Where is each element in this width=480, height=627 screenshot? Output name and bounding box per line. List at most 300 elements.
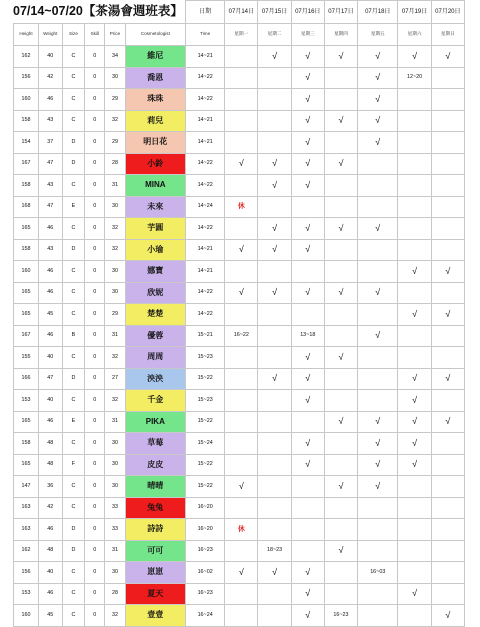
- skill-cell: 0: [85, 347, 105, 369]
- size-cell: C: [62, 562, 85, 584]
- size-cell: F: [62, 454, 85, 476]
- skill-cell: 0: [85, 218, 105, 240]
- shift-cell: 休: [225, 519, 258, 541]
- weight-cell: 40: [38, 46, 62, 68]
- height-cell: 165: [14, 454, 39, 476]
- shift-cell: [324, 368, 357, 390]
- shift-cell: √: [358, 411, 398, 433]
- shift-cell: [398, 132, 431, 154]
- shift-cell: [258, 89, 291, 111]
- shift-cell: [431, 89, 464, 111]
- day-date-header: 07月15日: [258, 1, 291, 24]
- skill-cell: 0: [85, 46, 105, 68]
- page-title: 07/14~07/20【茶湯會週班表】: [13, 4, 183, 18]
- shift-cell: √: [225, 282, 258, 304]
- size-cell: C: [62, 46, 85, 68]
- shift-cell: √: [291, 562, 324, 584]
- table-row: [14, 325, 465, 347]
- shift-cell: √: [324, 218, 357, 240]
- shift-cell: [431, 282, 464, 304]
- height-cell: 160: [14, 261, 39, 283]
- table-row: [14, 562, 465, 584]
- height-cell: 155: [14, 347, 39, 369]
- shift-cell: 18~23: [258, 540, 291, 562]
- shift-cell: [431, 540, 464, 562]
- weight-cell: 46: [38, 325, 62, 347]
- shift-cell: [431, 519, 464, 541]
- price-cell: 32: [105, 605, 125, 627]
- cosmetologist-name: 可可: [125, 540, 186, 562]
- price-cell: 34: [105, 46, 125, 68]
- price-cell: 30: [105, 433, 125, 455]
- shift-cell: [431, 433, 464, 455]
- shift-cell: [258, 605, 291, 627]
- height-cell: 160: [14, 89, 39, 111]
- shift-cell: [398, 153, 431, 175]
- time-cell: 14~22: [186, 218, 225, 240]
- shift-cell: [431, 239, 464, 261]
- cosmetologist-name: 泱泱: [125, 368, 186, 390]
- weight-cell: 43: [38, 239, 62, 261]
- cosmetologist-name: 喬恩: [125, 67, 186, 89]
- shift-cell: √: [398, 368, 431, 390]
- shift-cell: √: [291, 132, 324, 154]
- cosmetologist-name: 明日花: [125, 132, 186, 154]
- size-cell: C: [62, 89, 85, 111]
- price-cell: 31: [105, 175, 125, 197]
- size-cell: C: [62, 583, 85, 605]
- shift-cell: √: [291, 46, 324, 68]
- shift-cell: √: [258, 282, 291, 304]
- shift-cell: [258, 67, 291, 89]
- shift-cell: [324, 519, 357, 541]
- shift-cell: [225, 132, 258, 154]
- weekday-header: 星期六: [398, 24, 431, 46]
- size-cell: D: [62, 368, 85, 390]
- shift-cell: [258, 390, 291, 412]
- shift-cell: √: [324, 282, 357, 304]
- price-cell: 30: [105, 196, 125, 218]
- price-cell: 30: [105, 562, 125, 584]
- shift-cell: √: [291, 347, 324, 369]
- shift-cell: [324, 175, 357, 197]
- shift-cell: √: [291, 282, 324, 304]
- price-cell: 29: [105, 132, 125, 154]
- skill-cell: 0: [85, 67, 105, 89]
- shift-cell: √: [291, 175, 324, 197]
- table-row: [14, 282, 465, 304]
- table-row: [14, 218, 465, 240]
- shift-cell: [324, 562, 357, 584]
- day-date-header: 07月17日: [324, 1, 357, 24]
- shift-cell: [324, 239, 357, 261]
- schedule-table: [13, 0, 465, 627]
- shift-cell: √: [398, 411, 431, 433]
- shift-cell: [431, 497, 464, 519]
- shift-cell: √: [225, 562, 258, 584]
- shift-cell: [358, 261, 398, 283]
- time-header: Time: [186, 24, 225, 46]
- shift-cell: √: [324, 540, 357, 562]
- time-cell: 14~21: [186, 239, 225, 261]
- shift-cell: √: [291, 390, 324, 412]
- shift-cell: √: [398, 454, 431, 476]
- shift-cell: [225, 390, 258, 412]
- shift-cell: [398, 175, 431, 197]
- table-row: [14, 175, 465, 197]
- shift-cell: [225, 110, 258, 132]
- time-cell: 16~24: [186, 605, 225, 627]
- height-cell: 166: [14, 368, 39, 390]
- price-cell: 28: [105, 583, 125, 605]
- shift-cell: [258, 325, 291, 347]
- price-cell: 28: [105, 153, 125, 175]
- cosmetologist-name: 夏天: [125, 583, 186, 605]
- time-cell: 14~22: [186, 304, 225, 326]
- skill-cell: 0: [85, 411, 105, 433]
- weight-cell: 46: [38, 583, 62, 605]
- shift-cell: [431, 175, 464, 197]
- shift-cell: [258, 196, 291, 218]
- shift-cell: [258, 110, 291, 132]
- size-cell: C: [62, 218, 85, 240]
- skill-cell: 0: [85, 175, 105, 197]
- shift-cell: √: [398, 304, 431, 326]
- shift-cell: [358, 583, 398, 605]
- skill-cell: 0: [85, 89, 105, 111]
- cosmetologist-name: 千金: [125, 390, 186, 412]
- height-cell: 158: [14, 110, 39, 132]
- time-cell: 15~22: [186, 368, 225, 390]
- day-date-header: 07月20日: [431, 1, 464, 24]
- shift-cell: [431, 325, 464, 347]
- shift-cell: √: [258, 175, 291, 197]
- shift-cell: [291, 519, 324, 541]
- time-cell: 16~20: [186, 519, 225, 541]
- shift-cell: [225, 540, 258, 562]
- shift-cell: √: [324, 46, 357, 68]
- shift-cell: [398, 110, 431, 132]
- price-cell: 32: [105, 347, 125, 369]
- price-cell: 30: [105, 67, 125, 89]
- shift-cell: [431, 390, 464, 412]
- time-cell: 15~22: [186, 454, 225, 476]
- size-cell: D: [62, 540, 85, 562]
- shift-cell: √: [358, 46, 398, 68]
- shift-cell: 休: [225, 196, 258, 218]
- weekday-header: 星期二: [258, 24, 291, 46]
- height-cell: 158: [14, 175, 39, 197]
- skill-cell: 0: [85, 583, 105, 605]
- skill-cell: 0: [85, 368, 105, 390]
- weight-cell: 46: [38, 519, 62, 541]
- size-cell: C: [62, 433, 85, 455]
- weight-cell: 46: [38, 411, 62, 433]
- weight-cell: 45: [38, 304, 62, 326]
- cosmetologist-name: 皮皮: [125, 454, 186, 476]
- shift-cell: [225, 583, 258, 605]
- shift-cell: [358, 304, 398, 326]
- shift-cell: [225, 218, 258, 240]
- shift-cell: [398, 540, 431, 562]
- height-cell: 158: [14, 433, 39, 455]
- height-header: Height: [14, 24, 39, 46]
- table-row: [14, 605, 465, 627]
- weight-cell: 36: [38, 476, 62, 498]
- table-row: [14, 411, 465, 433]
- height-cell: 163: [14, 497, 39, 519]
- shift-cell: √: [431, 368, 464, 390]
- skill-cell: 0: [85, 282, 105, 304]
- shift-cell: [291, 304, 324, 326]
- shift-cell: [358, 368, 398, 390]
- shift-cell: [398, 89, 431, 111]
- size-cell: C: [62, 476, 85, 498]
- shift-cell: √: [398, 46, 431, 68]
- shift-cell: [431, 347, 464, 369]
- size-cell: C: [62, 110, 85, 132]
- shift-cell: [358, 196, 398, 218]
- day-date-header: 07月18日: [358, 1, 398, 24]
- shift-cell: [324, 196, 357, 218]
- size-cell: E: [62, 196, 85, 218]
- size-cell: C: [62, 304, 85, 326]
- weight-cell: 40: [38, 347, 62, 369]
- shift-cell: [225, 67, 258, 89]
- height-cell: 168: [14, 196, 39, 218]
- shift-cell: [431, 67, 464, 89]
- weight-cell: 43: [38, 175, 62, 197]
- cosmetologist-name: PIKA: [125, 411, 186, 433]
- cosmetologist-name: 崽崽: [125, 562, 186, 584]
- skill-cell: 0: [85, 153, 105, 175]
- shift-cell: 16~22: [225, 325, 258, 347]
- shift-cell: [225, 175, 258, 197]
- table-row: [14, 540, 465, 562]
- skill-cell: 0: [85, 390, 105, 412]
- shift-cell: [398, 476, 431, 498]
- cosmetologist-name: 詩詩: [125, 519, 186, 541]
- skill-cell: 0: [85, 540, 105, 562]
- shift-cell: √: [291, 368, 324, 390]
- shift-cell: √: [358, 325, 398, 347]
- table-row: [14, 46, 465, 68]
- shift-cell: [225, 454, 258, 476]
- shift-cell: [431, 218, 464, 240]
- skill-cell: 0: [85, 239, 105, 261]
- time-cell: 14~22: [186, 89, 225, 111]
- shift-cell: [324, 325, 357, 347]
- shift-cell: [324, 433, 357, 455]
- shift-cell: √: [258, 239, 291, 261]
- height-cell: 163: [14, 519, 39, 541]
- weekday-header: 星期日: [431, 24, 464, 46]
- shift-cell: [358, 605, 398, 627]
- height-cell: 156: [14, 67, 39, 89]
- price-cell: 27: [105, 368, 125, 390]
- date-label-header: 日期: [186, 1, 225, 24]
- skill-cell: 0: [85, 433, 105, 455]
- price-cell: 32: [105, 218, 125, 240]
- shift-cell: √: [358, 218, 398, 240]
- height-cell: 165: [14, 282, 39, 304]
- shift-cell: √: [258, 562, 291, 584]
- shift-cell: √: [431, 411, 464, 433]
- height-cell: 165: [14, 218, 39, 240]
- shift-cell: √: [258, 153, 291, 175]
- table-row: [14, 583, 465, 605]
- shift-cell: [258, 132, 291, 154]
- shift-cell: √: [324, 411, 357, 433]
- weight-cell: 37: [38, 132, 62, 154]
- cosmetologist-name: 娜寶: [125, 261, 186, 283]
- shift-cell: √: [291, 67, 324, 89]
- size-cell: E: [62, 411, 85, 433]
- weight-cell: 40: [38, 390, 62, 412]
- shift-cell: √: [431, 304, 464, 326]
- shift-cell: [398, 218, 431, 240]
- size-cell: D: [62, 239, 85, 261]
- shift-cell: √: [291, 605, 324, 627]
- cosmetologist-name: 小鈴: [125, 153, 186, 175]
- height-cell: 147: [14, 476, 39, 498]
- time-cell: 15~23: [186, 390, 225, 412]
- day-date-header: 07月19日: [398, 1, 431, 24]
- shift-cell: [398, 196, 431, 218]
- price-cell: 30: [105, 454, 125, 476]
- skill-cell: 0: [85, 562, 105, 584]
- shift-cell: [358, 540, 398, 562]
- table-row: [14, 304, 465, 326]
- shift-cell: √: [291, 89, 324, 111]
- size-cell: D: [62, 132, 85, 154]
- time-cell: 15~22: [186, 476, 225, 498]
- shift-cell: √: [291, 454, 324, 476]
- shift-cell: [324, 497, 357, 519]
- shift-cell: √: [291, 433, 324, 455]
- table-row: [14, 153, 465, 175]
- cosmetologist-name: 兔兔: [125, 497, 186, 519]
- cosmetologist-name: MINA: [125, 175, 186, 197]
- shift-cell: [258, 476, 291, 498]
- time-cell: 14~22: [186, 67, 225, 89]
- weight-cell: 48: [38, 454, 62, 476]
- shift-cell: √: [324, 476, 357, 498]
- day-date-header: 07月14日: [225, 1, 258, 24]
- shift-cell: [324, 89, 357, 111]
- weight-cell: 45: [38, 605, 62, 627]
- height-cell: 167: [14, 153, 39, 175]
- weekday-header: 星期三: [291, 24, 324, 46]
- shift-cell: [398, 562, 431, 584]
- price-cell: 29: [105, 304, 125, 326]
- shift-cell: [358, 519, 398, 541]
- time-cell: 16~02: [186, 562, 225, 584]
- weekday-header: 星期一: [225, 24, 258, 46]
- shift-cell: [358, 497, 398, 519]
- cosmetologist-name: 壹壹: [125, 605, 186, 627]
- height-cell: 162: [14, 540, 39, 562]
- cosmetologist-name: 未來: [125, 196, 186, 218]
- time-cell: 15~24: [186, 433, 225, 455]
- cosmetologist-name: 晴晴: [125, 476, 186, 498]
- shift-cell: [398, 325, 431, 347]
- shift-cell: √: [324, 347, 357, 369]
- shift-cell: √: [324, 110, 357, 132]
- height-cell: 154: [14, 132, 39, 154]
- shift-cell: [431, 110, 464, 132]
- shift-cell: [291, 411, 324, 433]
- shift-cell: √: [358, 476, 398, 498]
- skill-cell: 0: [85, 132, 105, 154]
- shift-cell: [431, 132, 464, 154]
- price-cell: 33: [105, 497, 125, 519]
- table-row: [14, 89, 465, 111]
- time-cell: 16~20: [186, 497, 225, 519]
- weight-cell: 43: [38, 110, 62, 132]
- shift-cell: [324, 132, 357, 154]
- shift-cell: [258, 497, 291, 519]
- skill-cell: 0: [85, 605, 105, 627]
- weight-cell: 47: [38, 196, 62, 218]
- cosmetologist-name: 小瑜: [125, 239, 186, 261]
- shift-cell: √: [291, 239, 324, 261]
- shift-cell: [258, 583, 291, 605]
- table-row: [14, 196, 465, 218]
- shift-cell: [358, 153, 398, 175]
- shift-cell: 16~23: [324, 605, 357, 627]
- size-header: Size: [62, 24, 85, 46]
- shift-cell: [258, 304, 291, 326]
- cosmetologist-name: 芋圓: [125, 218, 186, 240]
- size-cell: D: [62, 519, 85, 541]
- shift-cell: 12~20: [398, 67, 431, 89]
- shift-cell: [258, 433, 291, 455]
- size-cell: C: [62, 390, 85, 412]
- shift-cell: [431, 476, 464, 498]
- shift-cell: [431, 583, 464, 605]
- table-row: [14, 368, 465, 390]
- time-cell: 15~23: [186, 347, 225, 369]
- table-row: [14, 519, 465, 541]
- weight-cell: 48: [38, 540, 62, 562]
- shift-cell: [398, 605, 431, 627]
- shift-cell: √: [225, 239, 258, 261]
- shift-cell: [258, 411, 291, 433]
- shift-cell: [225, 46, 258, 68]
- shift-cell: [225, 89, 258, 111]
- shift-cell: √: [291, 110, 324, 132]
- time-cell: 16~23: [186, 583, 225, 605]
- shift-cell: [258, 261, 291, 283]
- shift-cell: [398, 347, 431, 369]
- time-cell: 14~22: [186, 175, 225, 197]
- cosmetologist-name: 莉兒: [125, 110, 186, 132]
- cosmetologist-name: 優蓉: [125, 325, 186, 347]
- height-cell: 158: [14, 239, 39, 261]
- shift-cell: √: [398, 390, 431, 412]
- shift-cell: √: [398, 261, 431, 283]
- time-cell: 14~21: [186, 46, 225, 68]
- shift-cell: [291, 261, 324, 283]
- skill-cell: 0: [85, 476, 105, 498]
- price-cell: 31: [105, 540, 125, 562]
- price-cell: 30: [105, 476, 125, 498]
- cosmetologist-name: 維尼: [125, 46, 186, 68]
- shift-cell: [225, 368, 258, 390]
- skill-cell: 0: [85, 304, 105, 326]
- size-cell: B: [62, 325, 85, 347]
